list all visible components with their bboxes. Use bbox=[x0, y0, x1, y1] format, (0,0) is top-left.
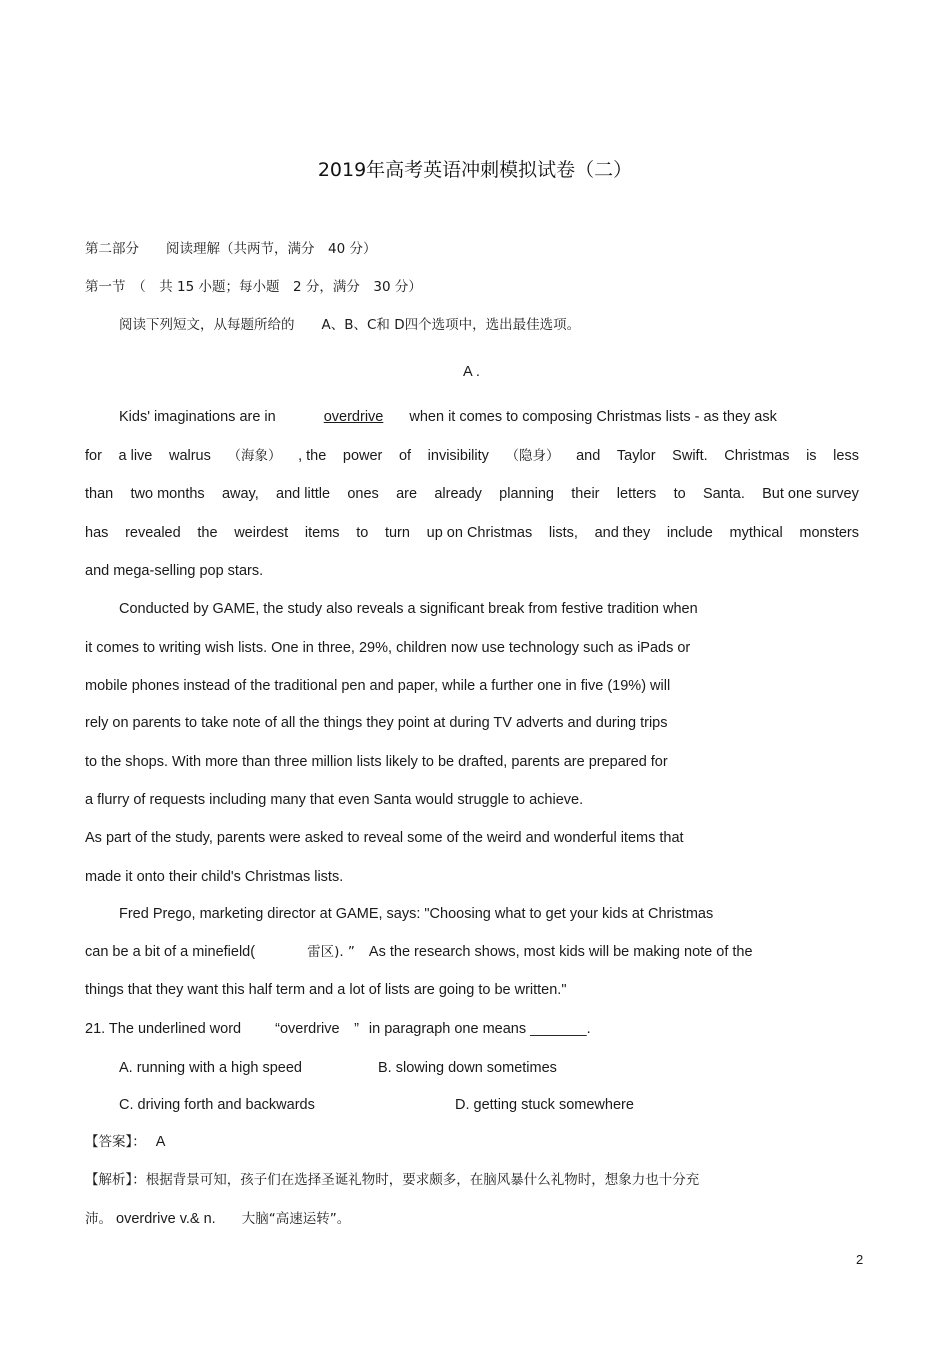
analysis-en: overdrive v.& n. bbox=[116, 1211, 216, 1227]
word: Santa. bbox=[702, 486, 745, 502]
page-title: 2019年高考英语冲刺模拟试卷（二） bbox=[317, 159, 633, 181]
word: and little bbox=[276, 486, 331, 502]
p1-line1-a: Kids' imaginations are in bbox=[119, 409, 276, 425]
word: of bbox=[398, 448, 412, 464]
word: ones bbox=[347, 486, 379, 502]
word: and they bbox=[594, 525, 651, 541]
passage-label: A . bbox=[463, 364, 480, 380]
analysis-cn2: 大脑“高速运转”。 bbox=[241, 1211, 351, 1227]
word: than bbox=[85, 486, 114, 502]
word: weirdest bbox=[234, 525, 289, 541]
word: turn bbox=[384, 525, 410, 541]
word: away, bbox=[221, 486, 259, 502]
word: （隐身） bbox=[505, 448, 560, 464]
p2-line: a flurry of requests including many that even Santa would struggle to achieve. bbox=[85, 792, 584, 808]
word: Swift. bbox=[672, 448, 708, 464]
word: is bbox=[806, 448, 817, 464]
p2-line: to the shops. With more than three million lists likely to be drafted, parents are prepared for bbox=[85, 754, 668, 770]
p3-line2-b: As the research shows, most kids will be making note of the bbox=[368, 944, 753, 960]
word: monsters bbox=[799, 525, 859, 541]
p2-line: rely on parents to take note of all the things they point at during TV adverts and during trips bbox=[85, 715, 668, 731]
instruction: 阅读下列短文，从每题所给的 A、B、C和 D四个选项中，选出最佳选项。 bbox=[119, 317, 581, 333]
analysis-cn: 沛。 bbox=[85, 1211, 112, 1227]
word: walrus bbox=[168, 448, 211, 464]
p3-line2-cn: 雷区). ” bbox=[307, 944, 355, 960]
word: Taylor bbox=[616, 448, 656, 464]
section-heading: 第一节 （ 共 15 小题；每小题 2 分，满分 30 分） bbox=[85, 279, 422, 295]
question-stem-b: in paragraph one means _______. bbox=[368, 1021, 591, 1037]
p3-line1: Fred Prego, marketing director at GAME, says: "Choosing what to get your kids at Christmas bbox=[119, 906, 714, 922]
p1-line5: and mega-selling pop stars. bbox=[85, 563, 264, 579]
underlined-word: overdrive bbox=[323, 409, 384, 425]
word: items bbox=[304, 525, 340, 541]
answer bbox=[85, 1133, 165, 1151]
word: two months bbox=[130, 486, 205, 502]
word: planning bbox=[499, 486, 554, 502]
word: and bbox=[576, 448, 601, 464]
option-b: B. slowing down sometimes bbox=[378, 1060, 557, 1076]
word: invisibility bbox=[427, 448, 489, 464]
word: their bbox=[571, 486, 600, 502]
word: the bbox=[197, 525, 218, 541]
word: power bbox=[342, 448, 383, 464]
word: are bbox=[396, 486, 418, 502]
p1-line4 bbox=[85, 524, 859, 542]
question-stem-a: 21. The underlined word bbox=[85, 1021, 242, 1037]
word: less bbox=[833, 448, 859, 464]
analysis-line2 bbox=[85, 1210, 350, 1228]
word: include bbox=[666, 525, 713, 541]
p1-line1-b: when it comes to composing Christmas lists - as they ask bbox=[409, 409, 777, 425]
p2-line: Conducted by GAME, the study also reveals a significant break from festive tradition when bbox=[119, 601, 698, 617]
word: up on Christmas bbox=[426, 525, 533, 541]
word: a live bbox=[118, 448, 153, 464]
word: , the bbox=[298, 448, 327, 464]
word: （海象） bbox=[227, 448, 282, 464]
option-a: A. running with a high speed bbox=[119, 1060, 302, 1076]
word: revealed bbox=[125, 525, 181, 541]
p1-line3 bbox=[85, 485, 859, 503]
word: letters bbox=[616, 486, 657, 502]
word: mythical bbox=[729, 525, 783, 541]
answer-label: 【答案】： bbox=[85, 1134, 146, 1150]
p3-line2-a: can be a bit of a minefield( bbox=[85, 944, 256, 960]
word: has bbox=[85, 525, 109, 541]
question-stem bbox=[85, 1020, 591, 1038]
part-heading: 第二部分 阅读理解（共两节，满分 40 分） bbox=[85, 241, 377, 257]
question-quoted-word: “overdrive ” bbox=[275, 1021, 359, 1037]
p3-line2 bbox=[85, 943, 753, 961]
p2-line: made it onto their child's Christmas lists. bbox=[85, 869, 344, 885]
p1-line1 bbox=[119, 408, 777, 426]
word: to bbox=[673, 486, 686, 502]
option-d: D. getting stuck somewhere bbox=[455, 1097, 634, 1113]
answer-value: A bbox=[155, 1134, 166, 1150]
page-number: 2 bbox=[856, 1252, 864, 1267]
word: But one survey bbox=[762, 486, 859, 502]
p2-line: mobile phones instead of the traditional pen and paper, while a further one in five (19%) will bbox=[85, 678, 671, 694]
word: Christmas bbox=[724, 448, 790, 464]
option-c: C. driving forth and backwards bbox=[119, 1097, 315, 1113]
word: to bbox=[356, 525, 369, 541]
p1-line2 bbox=[85, 447, 859, 465]
word: already bbox=[434, 486, 482, 502]
p3-line3: things that they want this half term and a lot of lists are going to be written." bbox=[85, 982, 567, 998]
analysis-label: 【解析】： bbox=[85, 1172, 146, 1188]
analysis-line1 bbox=[85, 1171, 699, 1189]
word: lists, bbox=[548, 525, 578, 541]
p2-line: it comes to writing wish lists. One in three, 29%, children now use technology such as iPads or bbox=[85, 640, 691, 656]
p2-line: As part of the study, parents were asked to reveal some of the weird and wonderful items that bbox=[85, 830, 684, 846]
word: for bbox=[85, 448, 102, 464]
analysis-text: 根据背景可知，孩子们在选择圣诞礼物时，要求颇多，在脑风暴什么礼物时，想象力也十分充 bbox=[145, 1172, 700, 1188]
